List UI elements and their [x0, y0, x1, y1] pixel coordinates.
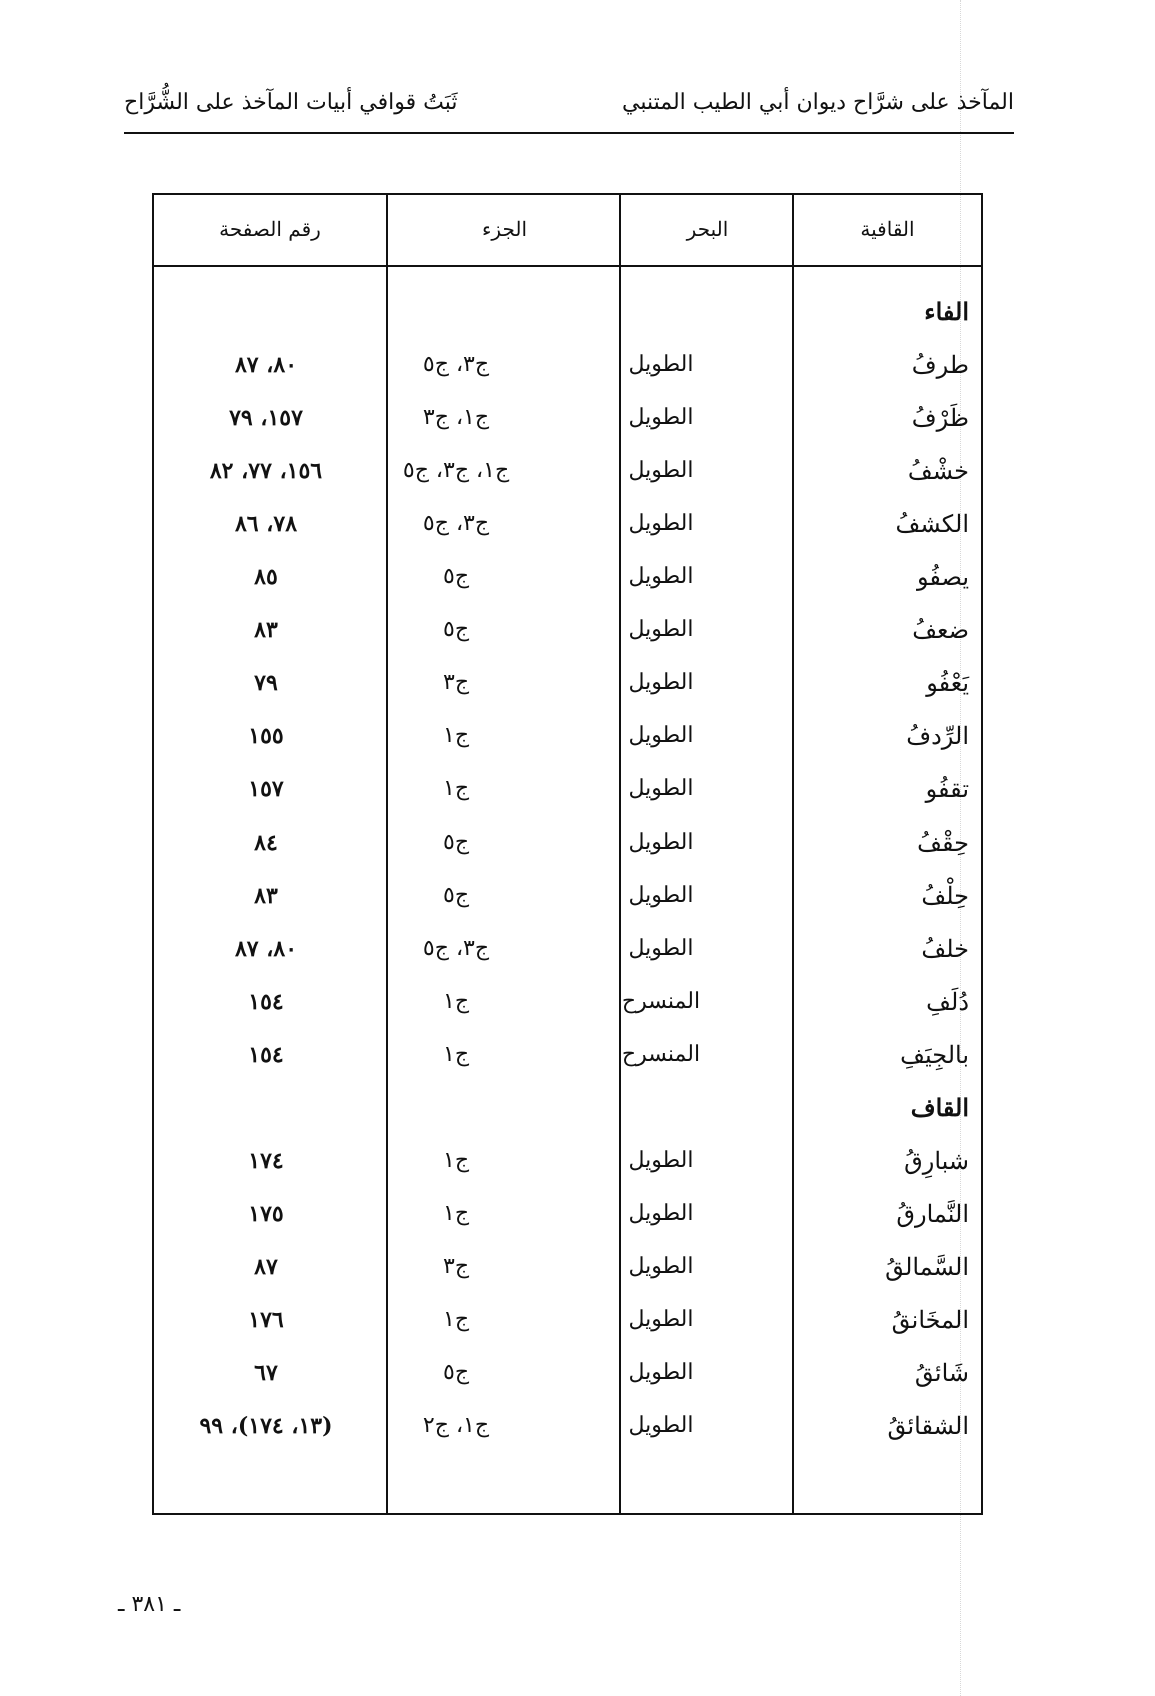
page-cell: ١٧٥: [248, 1200, 284, 1227]
qafiya-cell: شَائقُ: [914, 1359, 969, 1387]
qafiya-cell: طرفُ: [911, 351, 969, 380]
table-row: [154, 763, 981, 815]
qafiya-cell: خشْفُ: [907, 457, 969, 486]
section-heading-row: [154, 1082, 981, 1134]
juz-cell: ج٣، ج٥: [422, 511, 490, 537]
qafiya-cell: يَعْفُو: [926, 669, 969, 698]
column-header-juz: الجزء: [482, 217, 527, 241]
juz-cell: ج٣: [442, 1253, 470, 1279]
juz-cell: ج٣، ج٥: [422, 352, 490, 378]
qafiya-cell: بالجِيَفِ: [900, 1040, 969, 1069]
table-row: [154, 710, 981, 762]
table-row: [154, 923, 981, 975]
juz-cell: ج٥: [442, 1360, 470, 1385]
column-header-qafiya: القافية: [860, 217, 915, 241]
table-row: [154, 1241, 981, 1293]
juz-cell: ج٣، ج٥: [422, 935, 490, 961]
juz-cell: ج١: [442, 1306, 470, 1332]
header-rule: [124, 132, 1014, 134]
bahr-cell: الطويل: [628, 1360, 694, 1385]
page-cell: ٨٧: [254, 1253, 278, 1280]
page-cell: ١٥٤: [248, 988, 284, 1015]
running-header: [124, 88, 1014, 128]
juz-cell: ج٣: [442, 670, 470, 696]
qafiya-cell: حِقْفُ: [917, 828, 969, 857]
table-row: [154, 1294, 981, 1346]
page-cell: ٨٣: [254, 617, 278, 644]
page-cell: ١٥٧، ٧٩: [229, 405, 303, 432]
bahr-cell: الطويل: [628, 935, 694, 961]
table-row: [154, 339, 981, 391]
table-row: [154, 604, 981, 656]
qafiya-cell: حِلْفُ: [921, 881, 969, 910]
juz-cell: ج١: [442, 988, 470, 1014]
page-cell: ٦٧: [254, 1360, 278, 1386]
bahr-cell: الطويل: [628, 670, 694, 696]
juz-cell: ج١، ج٣: [422, 405, 490, 431]
qafiya-cell: يصفُو: [916, 563, 969, 592]
table-row: [154, 817, 981, 869]
page-number: ـ ٣٨١ ـ: [118, 1592, 181, 1617]
qafiya-cell: الشقائقُ: [887, 1412, 969, 1441]
page-cell: ٧٩: [254, 670, 278, 697]
page-cell: ٨٤: [254, 829, 278, 856]
qafiya-cell: المخَانقُ: [891, 1305, 969, 1334]
table-row: [154, 1029, 981, 1081]
bahr-cell: الطويل: [628, 458, 694, 484]
qafiya-cell: تقفُو: [925, 775, 969, 804]
juz-cell: ج١، ج٣، ج٥: [402, 458, 510, 484]
page-cell: ١٧٦: [248, 1306, 284, 1333]
table-row: [154, 1135, 981, 1187]
bahr-cell: المنسرح: [621, 988, 701, 1014]
rhyme-index-table: [152, 193, 983, 1515]
juz-cell: ج٥: [442, 564, 470, 590]
table-row: [154, 657, 981, 709]
bahr-cell: الطويل: [628, 405, 694, 431]
page-cell: (١٣، ١٧٤)، ٩٩: [199, 1413, 333, 1440]
qafiya-cell: دُلَفِ: [926, 987, 969, 1016]
table-row: [154, 870, 981, 922]
column-header-bahr: البحر: [686, 217, 729, 241]
page-cell: ٨٠، ٨٧: [234, 935, 298, 962]
page-cell: ١٥٧: [248, 776, 284, 803]
qafiya-cell: شبارِقُ: [904, 1146, 969, 1175]
bahr-cell: الطويل: [628, 1200, 694, 1226]
page-cell: ٨٥: [254, 564, 278, 591]
bahr-cell: المنسرح: [621, 1041, 701, 1067]
bahr-cell: الطويل: [628, 829, 694, 855]
header-row-rule: [154, 265, 981, 267]
juz-cell: ج٥: [442, 829, 470, 855]
header-book-title: المآخذ على شرَّاح ديوان أبي الطيب المتنبي: [622, 90, 1014, 115]
bahr-cell: الطويل: [628, 776, 694, 802]
qafiya-cell: ضعفُ: [912, 616, 969, 645]
page-cell: ١٥٦، ٧٧، ٨٢: [209, 458, 323, 485]
column-header-page: رقم الصفحة: [219, 217, 321, 241]
juz-cell: ج١: [442, 1147, 470, 1173]
header-section-title: ثَبَتُ قوافي أبيات المآخذ على الشُّرَّاح: [124, 90, 458, 115]
juz-cell: ج١، ج٢: [422, 1413, 490, 1439]
bahr-cell: الطويل: [628, 564, 694, 590]
juz-cell: ج١: [442, 776, 470, 802]
page-cell: ١٥٤: [248, 1041, 284, 1068]
juz-cell: ج١: [442, 1200, 470, 1226]
table-row: [154, 551, 981, 603]
table-row: [154, 498, 981, 550]
bahr-cell: الطويل: [628, 882, 694, 908]
bahr-cell: الطويل: [628, 511, 694, 537]
qafiya-cell: القاف: [910, 1092, 969, 1122]
juz-cell: ج١: [442, 1041, 470, 1067]
qafiya-cell: ظَرْفُ: [911, 404, 969, 433]
qafiya-cell: خلفُ: [921, 934, 969, 963]
juz-cell: ج١: [442, 723, 470, 749]
bahr-cell: الطويل: [628, 1147, 694, 1173]
table-row: [154, 392, 981, 444]
page-cell: ١٧٤: [248, 1147, 284, 1174]
page-cell: ٧٨، ٨٦: [234, 511, 298, 538]
bahr-cell: الطويل: [628, 1306, 694, 1332]
table-row: [154, 1188, 981, 1240]
table-row: [154, 976, 981, 1028]
bahr-cell: الطويل: [628, 352, 694, 378]
page-cell: ٨٠، ٨٧: [234, 352, 298, 379]
table-row: [154, 1347, 981, 1399]
bahr-cell: الطويل: [628, 617, 694, 643]
bahr-cell: الطويل: [628, 1253, 694, 1279]
juz-cell: ج٥: [442, 882, 470, 908]
qafiya-cell: الرِّدفُ: [906, 722, 969, 751]
page-cell: ١٥٥: [248, 723, 284, 750]
table-row: [154, 1400, 981, 1452]
qafiya-cell: الكشفُ: [895, 510, 969, 539]
page-cell: ٨٣: [254, 882, 278, 909]
qafiya-cell: النَّمارقُ: [896, 1199, 969, 1228]
section-heading-row: [154, 286, 981, 338]
table-row: [154, 445, 981, 497]
bahr-cell: الطويل: [628, 1413, 694, 1439]
juz-cell: ج٥: [442, 617, 470, 643]
qafiya-cell: السَّمالقُ: [885, 1252, 969, 1281]
bahr-cell: الطويل: [628, 723, 694, 749]
qafiya-cell: الفاء: [924, 297, 969, 326]
